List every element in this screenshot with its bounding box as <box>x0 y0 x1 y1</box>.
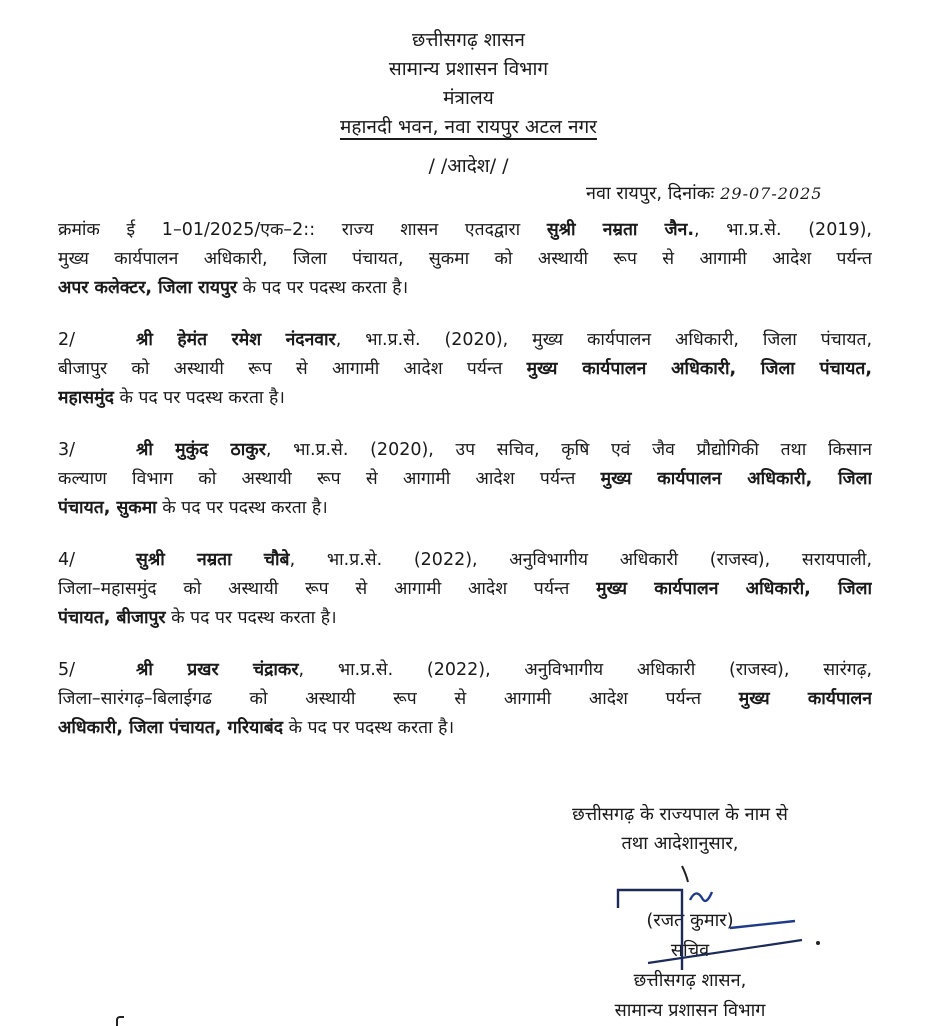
officer-name: श्री मुकुंद ठाकुर <box>136 440 266 460</box>
order-paragraph-4 <box>58 546 872 633</box>
stray-mark <box>116 1016 124 1026</box>
paragraph-line <box>58 604 872 633</box>
signatory-designation: सचिव <box>670 940 710 961</box>
paragraph-text: कल्याण विभाग को अस्थायी रूप से आगामी आदेश पर्यन्त <box>58 469 601 489</box>
new-posting: अधिकारी, जिला पंचायत, गरियाबंद <box>58 718 284 738</box>
paragraph-text: , भा.प्र.से. (2020), उप सचिव, कृषि एवं जैव प्रौद्योगिकी तथा किसान <box>265 440 872 460</box>
order-paragraph-1 <box>58 216 872 303</box>
officer-name: श्री हेमंत रमेश नंदनवार <box>136 330 336 350</box>
paragraph-line <box>58 546 872 575</box>
paragraph-line <box>58 436 872 465</box>
letterhead-address: महानदी भवन, नवा रायपुर अटल नगर <box>340 116 597 138</box>
stray-dot <box>816 941 820 945</box>
order-paragraph-2 <box>58 326 872 413</box>
paragraph-line <box>58 714 872 743</box>
paragraph-text: के पद पर पदस्थ करता है। <box>165 608 337 628</box>
paragraph-line <box>58 326 872 355</box>
paragraph-number: 4/ <box>58 550 76 570</box>
paragraph-line <box>58 656 872 685</box>
paragraph-text: मुख्य कार्यपालन अधिकारी, जिला पंचायत, सुकमा को अस्थायी रूप से आगामी आदेश पर्यन्त <box>58 249 872 269</box>
letterhead-state: छत्तीसगढ़ शासन <box>412 29 525 51</box>
new-posting: महासमुंद <box>58 388 114 408</box>
paragraph-line <box>58 355 872 384</box>
officer-name: श्री प्रखर चंद्राकर <box>136 660 299 680</box>
paragraph-text: के पद पर पदस्थ करता है। <box>237 278 409 298</box>
closing-line-2: तथा आदेशानुसार, <box>621 833 739 854</box>
paragraph-line <box>58 685 872 714</box>
paragraph-text: जिला–सारंगढ़–बिलाईगढ को अस्थायी रूप से आगामी आदेश पर्यन्त <box>58 689 739 709</box>
paragraph-line <box>58 575 872 604</box>
paragraph-number: 5/ <box>58 660 76 680</box>
new-posting: मुख्य कार्यपालन अधिकारी, जिला पंचायत, <box>526 359 872 379</box>
paragraph-line <box>58 216 872 245</box>
paragraph-number: 3/ <box>58 440 76 460</box>
closing-block <box>500 800 860 858</box>
signatory-name: (रजत कुमार) <box>646 910 734 931</box>
paragraph-text: , भा.प्र.से. (2022), अनुविभागीय अधिकारी (राजस्व), सरायपाली, <box>289 550 872 570</box>
paragraph-number: 2/ <box>58 330 76 350</box>
paragraph-line <box>58 465 872 494</box>
paragraph-text: के पद पर पदस्थ करता है। <box>156 498 328 518</box>
order-paragraph-5 <box>58 656 872 743</box>
place-date-label: नवा रायपुर, दिनांकः <box>586 183 715 204</box>
signature-flourish <box>690 892 712 901</box>
paragraph-line <box>58 245 872 274</box>
paragraph-line <box>58 274 872 303</box>
new-posting: अपर कलेक्टर, जिला रायपुर <box>58 278 238 298</box>
new-posting: मुख्य कार्यपालन अधिकारी, जिला <box>600 469 872 489</box>
new-posting: मुख्य कार्यपालन <box>738 689 872 709</box>
order-title: / /आदेश/ / <box>428 155 509 177</box>
paragraph-text: , भा.प्र.से. (2022), अनुविभागीय अधिकारी (राजस्व), सारंगढ़, <box>298 660 872 680</box>
letterhead-department: सामान्य प्रशासन विभाग <box>388 58 549 80</box>
signatory-office-1: छत्तीसगढ़ शासन, <box>633 970 747 991</box>
paragraph-text: जिला–महासमुंद को अस्थायी रूप से आगामी आदेश पर्यन्त <box>58 579 597 599</box>
paragraph-text: बीजापुर को अस्थायी रूप से आगामी आदेश पर्यन्त <box>58 359 527 379</box>
officer-name: सुश्री नम्रता चौबे <box>136 550 290 570</box>
order-paragraph-3 <box>58 436 872 523</box>
place-date <box>586 181 822 205</box>
new-posting: मुख्य कार्यपालन अधिकारी, जिला <box>596 579 872 599</box>
signature-tick <box>682 866 688 882</box>
paragraph-text: , भा.प्र.से. (2019), <box>694 220 872 240</box>
new-posting: पंचायत, बीजापुर <box>58 608 166 628</box>
paragraph-text: के पद पर पदस्थ करता है। <box>283 718 455 738</box>
paragraph-text: , भा.प्र.से. (2020), मुख्य कार्यपालन अधिकारी, जिला पंचायत, <box>335 330 872 350</box>
officer-name: सुश्री नम्रता जैन. <box>546 220 695 240</box>
signatory-office-2: सामान्य प्रशासन विभाग <box>614 1000 766 1021</box>
closing-line-1: छत्तीसगढ़ के राज्यपाल के नाम से <box>572 804 788 825</box>
handwritten-date: 29-07-2025 <box>720 184 823 203</box>
paragraph-text: क्रमांक ई 1–01/2025/एक–2:: राज्य शासन एतदद्वारा <box>58 220 547 240</box>
signatory-block <box>545 906 835 1026</box>
paragraph-line <box>58 384 872 413</box>
paragraph-line <box>58 494 872 523</box>
letterhead <box>0 26 937 142</box>
paragraph-text: के पद पर पदस्थ करता है। <box>113 388 285 408</box>
letterhead-ministry: मंत्रालय <box>443 87 494 109</box>
new-posting: पंचायत, सुकमा <box>58 498 157 518</box>
